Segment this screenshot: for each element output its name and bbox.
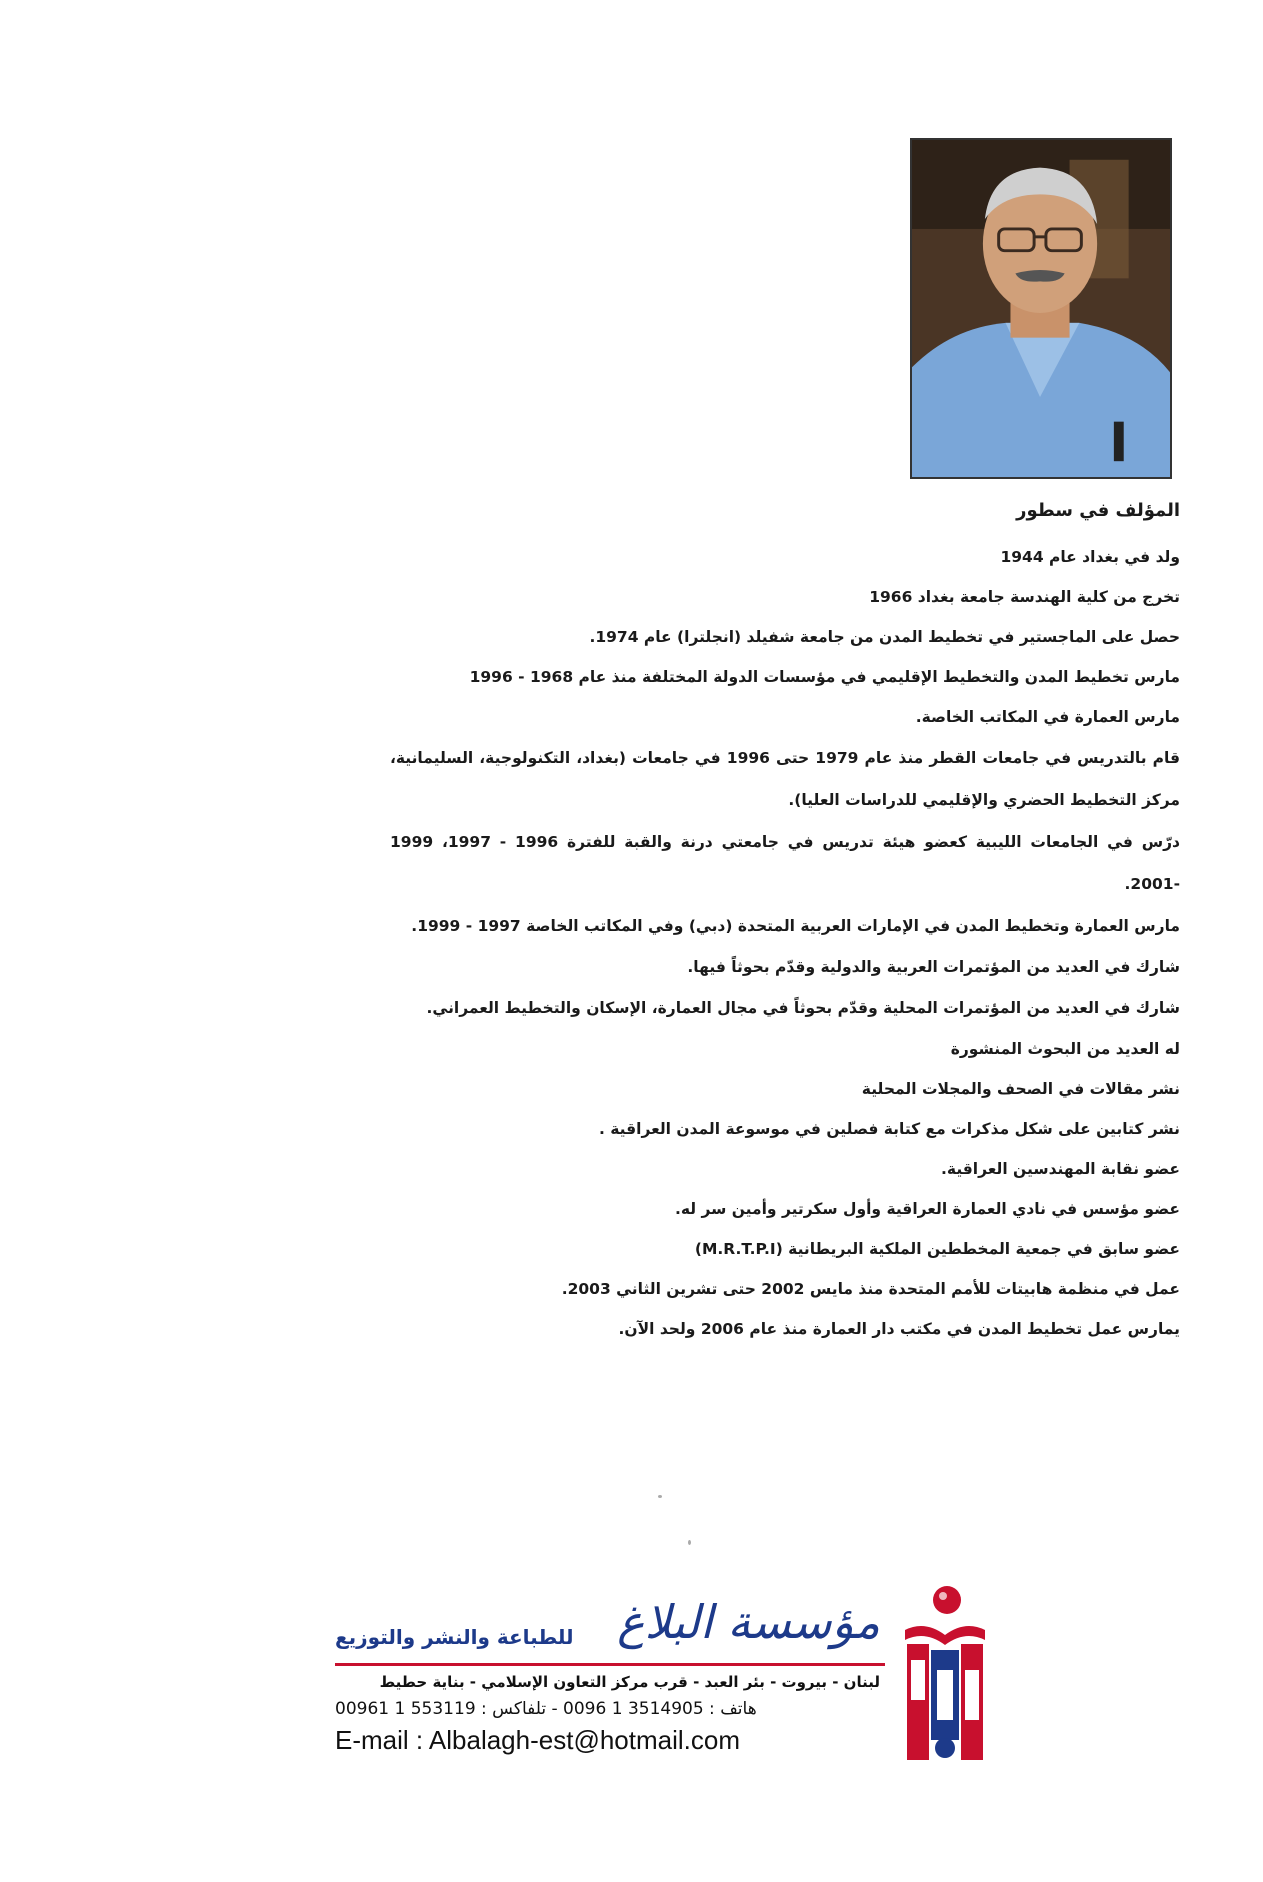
bio-item-rtpi: عضو سابق في جمعية المخططين الملكية البريطانية (M.R.T.P.I) bbox=[694, 1240, 1180, 1258]
publisher-tagline: للطباعة والنشر والتوزيع bbox=[335, 1625, 574, 1649]
publisher-divider bbox=[335, 1663, 885, 1666]
bio-item-books: نشر كتابين على شكل مذكرات مع كتابة فصلين في موسوعة المدن العراقية . bbox=[598, 1120, 1180, 1138]
bio-item-current: يمارس عمل تخطيط المدن في مكتب دار العمارة منذ عام 2006 ولحد الآن. bbox=[618, 1320, 1180, 1338]
bio-item-masters: حصل على الماجستير في تخطيط المدن من جامعة شفيلد (انجلترا) عام 1974. bbox=[589, 628, 1180, 646]
bio-item-birth: ولد في بغداد عام 1944 bbox=[1000, 548, 1180, 566]
bio-item-practice-architecture: مارس العمارة في المكاتب الخاصة. bbox=[915, 708, 1180, 726]
author-photo bbox=[910, 138, 1172, 479]
bio-item-articles: نشر مقالات في الصحف والمجلات المحلية bbox=[861, 1080, 1180, 1098]
publisher-block bbox=[330, 1575, 1000, 1775]
bio-item-conferences-local: شارك في العديد من المؤتمرات المحلية وقدّم بحوثاً في مجال العمارة، الإسكان والتخطيط العمراني. bbox=[426, 999, 1180, 1017]
bio-item-graduation: تخرج من كلية الهندسة جامعة بغداد 1966 bbox=[869, 588, 1180, 606]
bio-item-syndicate: عضو نقابة المهندسين العراقية. bbox=[941, 1160, 1180, 1178]
bio-item-practice-planning: مارس تخطيط المدن والتخطيط الإقليمي في مؤسسات الدولة المختلفة منذ عام 1968 - 1996 bbox=[469, 668, 1180, 686]
bio-item-teaching: قام بالتدريس في جامعات القطر منذ عام 1979 حتى 1996 في جامعات (بغداد، التكنولوجية، السليمانية، مركز التخطيط الحضري والإقليمي للدراسات العليا). bbox=[390, 749, 1180, 809]
bio-item-libya: درّس في الجامعات الليبية كعضو هيئة تدريس في جامعتي درنة والقبة للفترة 1996 - 1997، 1999 -2001. bbox=[390, 833, 1180, 893]
publisher-email: E-mail : Albalagh-est@hotmail.com bbox=[335, 1725, 740, 1755]
bio-item-club: عضو مؤسس في نادي العمارة العراقية وأول سكرتير وأمين سر له. bbox=[674, 1200, 1180, 1218]
bio-title: المؤلف في سطور bbox=[1016, 500, 1180, 521]
bio-item-research: له العديد من البحوث المنشورة bbox=[950, 1040, 1180, 1058]
print-speck bbox=[688, 1540, 691, 1545]
bio-item-conferences-intl: شارك في العديد من المؤتمرات العربية والدولية وقدّم بحوثاً فيها. bbox=[687, 958, 1180, 976]
bio-item-uae: مارس العمارة وتخطيط المدن في الإمارات العربية المتحدة (دبي) وفي المكاتب الخاصة 1997 - 1999. bbox=[411, 917, 1180, 935]
publisher-emblem-icon bbox=[895, 1580, 995, 1770]
publisher-name: مؤسسة البلاغ bbox=[617, 1595, 880, 1649]
print-speck bbox=[658, 1495, 662, 1498]
bio-item-habitat: عمل في منظمة هابيتات للأمم المتحدة منذ مايس 2002 حتى تشرين الثاني 2003. bbox=[561, 1280, 1180, 1298]
publisher-address: لبنان - بيروت - بئر العبد - قرب مركز التعاون الإسلامي - بناية حطيط bbox=[379, 1673, 880, 1691]
publisher-phone: هاتف : 3514905 1 0096 - تلفاكس : 553119 1 00961 bbox=[335, 1699, 757, 1719]
author-bio bbox=[390, 500, 1180, 1349]
